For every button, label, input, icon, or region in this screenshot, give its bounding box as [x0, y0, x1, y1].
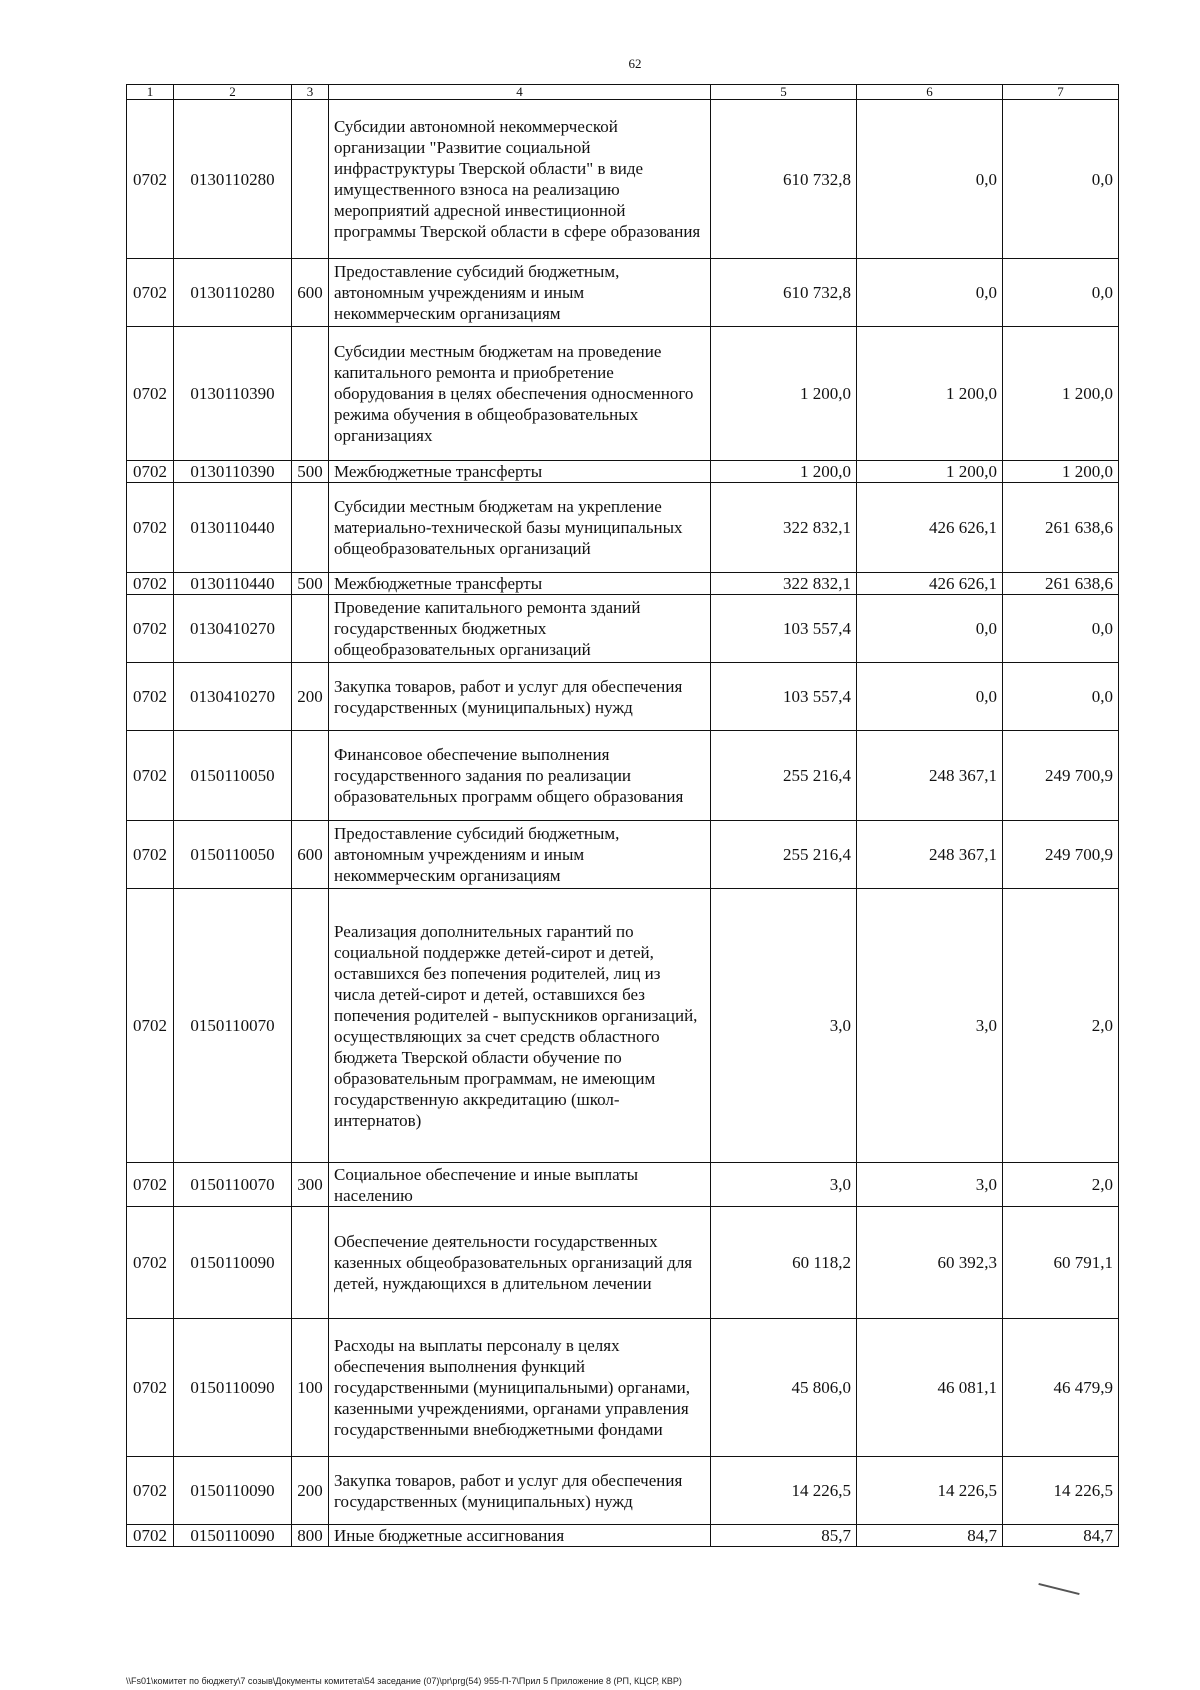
amount-year-3-cell: 0,0 — [1003, 595, 1119, 663]
amount-year-3-cell: 1 200,0 — [1003, 327, 1119, 461]
table-row — [127, 1319, 1119, 1457]
amount-year-1-cell: 103 557,4 — [711, 663, 857, 731]
table-row — [127, 327, 1119, 461]
amount-year-2-cell: 0,0 — [857, 100, 1003, 259]
target-article-cell: 0130110280 — [174, 100, 292, 259]
amount-year-2-cell: 3,0 — [857, 1163, 1003, 1207]
file-path-footer: \\Fs01\комитет по бюджету\7 созыв\Документы комитета\54 заседание (07)\pr\prg(54) 955-П-7\Прил 5 Приложение 8 (РП, КЦСР, КВР) — [126, 1676, 682, 1686]
item-name-cell: Иные бюджетные ассигнования — [329, 1525, 711, 1547]
table-row — [127, 1207, 1119, 1319]
amount-year-2-cell: 0,0 — [857, 663, 1003, 731]
amount-year-1-cell: 610 732,8 — [711, 259, 857, 327]
amount-year-3-cell: 46 479,9 — [1003, 1319, 1119, 1457]
table-row — [127, 1163, 1119, 1207]
amount-year-2-cell: 0,0 — [857, 595, 1003, 663]
amount-year-3-cell: 249 700,9 — [1003, 731, 1119, 821]
amount-year-2-cell: 3,0 — [857, 889, 1003, 1163]
target-article-cell: 0150110070 — [174, 1163, 292, 1207]
amount-year-2-cell: 426 626,1 — [857, 483, 1003, 573]
pen-stroke-mark — [1038, 1583, 1079, 1595]
column-number: 6 — [857, 85, 1003, 100]
target-article-cell: 0150110090 — [174, 1319, 292, 1457]
item-name-cell: Социальное обеспечение и иные выплаты населению — [329, 1163, 711, 1207]
amount-year-3-cell: 0,0 — [1003, 663, 1119, 731]
target-article-cell: 0150110050 — [174, 731, 292, 821]
target-article-cell: 0130110440 — [174, 573, 292, 595]
column-number: 1 — [127, 85, 174, 100]
item-name-cell: Проведение капитального ремонта зданий государственных бюджетных общеобразовательных организаций — [329, 595, 711, 663]
target-article-cell: 0150110090 — [174, 1207, 292, 1319]
expense-type-cell: 300 — [292, 1163, 329, 1207]
table-row — [127, 100, 1119, 259]
item-name-cell: Обеспечение деятельности государственных казенных общеобразовательных организаций для детей, нуждающихся в длительном лечении — [329, 1207, 711, 1319]
column-number: 7 — [1003, 85, 1119, 100]
expense-type-cell: 500 — [292, 461, 329, 483]
section-code-cell: 0702 — [127, 1319, 174, 1457]
item-name-cell: Межбюджетные трансферты — [329, 461, 711, 483]
expense-type-cell: 200 — [292, 1457, 329, 1525]
section-code-cell: 0702 — [127, 1163, 174, 1207]
amount-year-2-cell: 46 081,1 — [857, 1319, 1003, 1457]
table-row — [127, 663, 1119, 731]
column-number: 4 — [329, 85, 711, 100]
item-name-cell: Закупка товаров, работ и услуг для обеспечения государственных (муниципальных) нужд — [329, 1457, 711, 1525]
amount-year-3-cell: 14 226,5 — [1003, 1457, 1119, 1525]
item-name-cell: Субсидии автономной некоммерческой организации "Развитие социальной инфраструктуры Тверской области" в виде имущественного взноса на реализацию мероприятий адресной инвестиционной программы Тверской области в сфере образования — [329, 100, 711, 259]
expense-type-cell: 200 — [292, 663, 329, 731]
item-name-cell: Расходы на выплаты персоналу в целях обеспечения выполнения функций государственными (муниципальными) органами, казенными учреждениями, органами управления государственными внебюджетными фондами — [329, 1319, 711, 1457]
expense-type-cell — [292, 100, 329, 259]
amount-year-3-cell: 0,0 — [1003, 100, 1119, 259]
item-name-cell: Субсидии местным бюджетам на проведение капитального ремонта и приобретение оборудования в целях обеспечения односменного режима обучения в общеобразовательных организациях — [329, 327, 711, 461]
target-article-cell: 0150110070 — [174, 889, 292, 1163]
table-row — [127, 595, 1119, 663]
item-name-cell: Межбюджетные трансферты — [329, 573, 711, 595]
amount-year-3-cell: 1 200,0 — [1003, 461, 1119, 483]
expense-type-cell: 100 — [292, 1319, 329, 1457]
amount-year-1-cell: 85,7 — [711, 1525, 857, 1547]
budget-table — [126, 84, 1119, 1547]
expense-type-cell — [292, 731, 329, 821]
expense-type-cell — [292, 483, 329, 573]
table-row — [127, 573, 1119, 595]
item-name-cell: Субсидии местным бюджетам на укрепление материально-технической базы муниципальных общеобразовательных организаций — [329, 483, 711, 573]
amount-year-3-cell: 0,0 — [1003, 259, 1119, 327]
target-article-cell: 0150110050 — [174, 821, 292, 889]
amount-year-1-cell: 45 806,0 — [711, 1319, 857, 1457]
page-number: 62 — [628, 56, 642, 71]
amount-year-3-cell: 2,0 — [1003, 889, 1119, 1163]
section-code-cell: 0702 — [127, 595, 174, 663]
amount-year-3-cell: 249 700,9 — [1003, 821, 1119, 889]
target-article-cell: 0130110390 — [174, 327, 292, 461]
section-code-cell: 0702 — [127, 1525, 174, 1547]
amount-year-3-cell: 2,0 — [1003, 1163, 1119, 1207]
item-name-cell: Предоставление субсидий бюджетным, автономным учреждениям и иным некоммерческим организациям — [329, 259, 711, 327]
amount-year-2-cell: 84,7 — [857, 1525, 1003, 1547]
column-number: 2 — [174, 85, 292, 100]
expense-type-cell: 600 — [292, 821, 329, 889]
amount-year-2-cell: 0,0 — [857, 259, 1003, 327]
section-code-cell: 0702 — [127, 573, 174, 595]
section-code-cell: 0702 — [127, 1457, 174, 1525]
column-number: 5 — [711, 85, 857, 100]
table-row — [127, 1525, 1119, 1547]
target-article-cell: 0130110390 — [174, 461, 292, 483]
section-code-cell: 0702 — [127, 1207, 174, 1319]
section-code-cell: 0702 — [127, 100, 174, 259]
amount-year-2-cell: 248 367,1 — [857, 821, 1003, 889]
amount-year-3-cell: 261 638,6 — [1003, 573, 1119, 595]
amount-year-1-cell: 255 216,4 — [711, 821, 857, 889]
amount-year-2-cell: 248 367,1 — [857, 731, 1003, 821]
amount-year-3-cell: 84,7 — [1003, 1525, 1119, 1547]
table-row — [127, 821, 1119, 889]
table-row — [127, 461, 1119, 483]
table-row — [127, 259, 1119, 327]
column-number-row — [127, 85, 1119, 100]
amount-year-2-cell: 1 200,0 — [857, 461, 1003, 483]
amount-year-2-cell: 14 226,5 — [857, 1457, 1003, 1525]
expense-type-cell — [292, 327, 329, 461]
expense-type-cell — [292, 1207, 329, 1319]
amount-year-1-cell: 60 118,2 — [711, 1207, 857, 1319]
section-code-cell: 0702 — [127, 821, 174, 889]
amount-year-2-cell: 60 392,3 — [857, 1207, 1003, 1319]
amount-year-1-cell: 1 200,0 — [711, 461, 857, 483]
target-article-cell: 0150110090 — [174, 1457, 292, 1525]
table-row — [127, 1457, 1119, 1525]
item-name-cell: Реализация дополнительных гарантий по социальной поддержке детей-сирот и детей, оставшихся без попечения родителей, лиц из числа детей-сирот и детей, оставшихся без попечения родителей - выпускников организаций, осуществляющих за счет средств областного бюджета Тверской области обучение по образовательным программам, не имеющим государственную аккредитацию (школ-интернатов) — [329, 889, 711, 1163]
amount-year-1-cell: 1 200,0 — [711, 327, 857, 461]
section-code-cell: 0702 — [127, 731, 174, 821]
amount-year-1-cell: 322 832,1 — [711, 573, 857, 595]
target-article-cell: 0130110440 — [174, 483, 292, 573]
amount-year-1-cell: 322 832,1 — [711, 483, 857, 573]
amount-year-3-cell: 261 638,6 — [1003, 483, 1119, 573]
expense-type-cell: 800 — [292, 1525, 329, 1547]
amount-year-2-cell: 1 200,0 — [857, 327, 1003, 461]
expense-type-cell — [292, 595, 329, 663]
target-article-cell: 0150110090 — [174, 1525, 292, 1547]
target-article-cell: 0130410270 — [174, 595, 292, 663]
amount-year-1-cell: 255 216,4 — [711, 731, 857, 821]
column-number: 3 — [292, 85, 329, 100]
amount-year-1-cell: 14 226,5 — [711, 1457, 857, 1525]
target-article-cell: 0130410270 — [174, 663, 292, 731]
amount-year-1-cell: 3,0 — [711, 1163, 857, 1207]
section-code-cell: 0702 — [127, 259, 174, 327]
section-code-cell: 0702 — [127, 461, 174, 483]
item-name-cell: Предоставление субсидий бюджетным, автономным учреждениям и иным некоммерческим организациям — [329, 821, 711, 889]
target-article-cell: 0130110280 — [174, 259, 292, 327]
expense-type-cell: 500 — [292, 573, 329, 595]
amount-year-1-cell: 610 732,8 — [711, 100, 857, 259]
amount-year-3-cell: 60 791,1 — [1003, 1207, 1119, 1319]
expense-type-cell: 600 — [292, 259, 329, 327]
section-code-cell: 0702 — [127, 663, 174, 731]
item-name-cell: Финансовое обеспечение выполнения государственного задания по реализации образовательных программ общего образования — [329, 731, 711, 821]
table-row — [127, 483, 1119, 573]
section-code-cell: 0702 — [127, 327, 174, 461]
amount-year-1-cell: 103 557,4 — [711, 595, 857, 663]
amount-year-2-cell: 426 626,1 — [857, 573, 1003, 595]
table-row — [127, 889, 1119, 1163]
table-row — [127, 731, 1119, 821]
section-code-cell: 0702 — [127, 889, 174, 1163]
expense-type-cell — [292, 889, 329, 1163]
amount-year-1-cell: 3,0 — [711, 889, 857, 1163]
item-name-cell: Закупка товаров, работ и услуг для обеспечения государственных (муниципальных) нужд — [329, 663, 711, 731]
section-code-cell: 0702 — [127, 483, 174, 573]
